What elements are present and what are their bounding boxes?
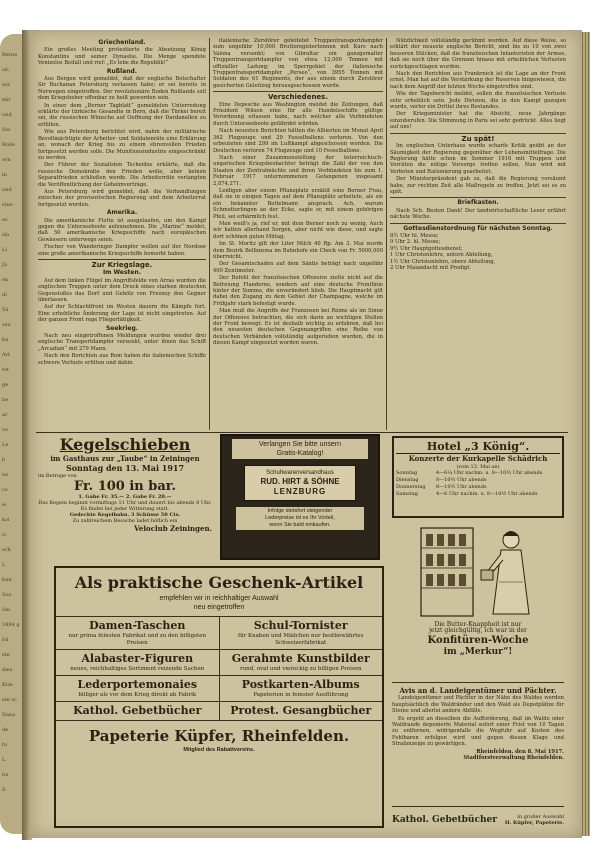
left-page-fragment: ei — [2, 502, 7, 508]
notice-sign: Stadtforstverwaltung Rheinfelden. — [463, 755, 564, 762]
notice-title: Avis an d. Landeigentümer und Pächter. — [399, 686, 557, 695]
notice-text: Landeigentümer und Pächter in der Nähe des Waldes werden hauptsächlich die Waldränder und den Wald als Depotplätze für Steine und allerlei andere Abfälle. — [392, 695, 564, 715]
service-list — [390, 233, 566, 271]
product-cell — [56, 617, 219, 649]
product-cell — [56, 676, 219, 701]
article-text: Der Führer der Sozialisten Tscheidse erklärte, daß die russische Demokratie den Frieden wolle, aber keinen Separatfrieden schließen werde. Die Arbeiterräte verlangten die Veröffentlichung der Geheimverträge. — [38, 162, 206, 188]
left-page-fragment: Berne — [2, 52, 18, 58]
heading-amerika: Amerika. — [106, 209, 138, 217]
left-page-fragment: ar — [2, 412, 8, 418]
product-row — [56, 616, 382, 649]
concert-day: Sonntag — [396, 470, 418, 476]
heading-russland: Rußland. — [106, 67, 138, 75]
ad-gebetbuecher — [392, 810, 564, 830]
article-text: Wie der Tagebericht meldet, sollen die französischen Verluste sehr erheblich sein. Jede Division, die in den Kampf gezogen wurde, verlor ein Drittel ihres Bestandes. — [390, 91, 566, 111]
left-page-fragment: es — [2, 217, 8, 223]
ad-right-line: in großer Auswahl — [517, 814, 564, 820]
product-row — [56, 701, 382, 721]
article-text: Nach den Berichten aus Frankreich ist die Lage an der Front ernst. Man hat auf die Verstärkung der Reserven hingewiesen, die nach dem Angriff der letzten Woche eingetroffen sind. — [390, 71, 566, 90]
ad-title: Konfitüren-Woche — [427, 635, 529, 646]
ad-top — [232, 439, 368, 459]
heading-gottesdienst: Gottesdienstordnung für nächsten Sonntag. — [403, 224, 553, 232]
left-page-fragment: nu — [2, 772, 9, 778]
article-text: Die amerikanische Flotte ist ausgelaufen, um den Kampf gegen die Unterseeboote aufzunehmen. Die „Marine“ meldet, daß 50 amerikanische Kriegsschiffe nach europäischen Gewässern unterwegs seien. — [38, 217, 206, 243]
ad-line: Verlangen Sie bitte unsern — [258, 441, 342, 448]
ad-prize: Fr. 100 in bar. — [74, 479, 176, 494]
left-page-fragment: fol — [2, 637, 9, 643]
ad-title: Kegelschieben — [59, 436, 191, 454]
left-page-fragment: ein — [2, 652, 10, 658]
concert-row — [396, 484, 560, 491]
service-item: 9½ Uhr Hauptgottesdienst; — [390, 245, 463, 252]
column-rule — [386, 38, 387, 430]
article-text: Der Kriegsminister hat die Absicht, neue Jahrgänge einzuberufen. Die Stimmung in Paris sei sehr gedrückt. Alles liegt auf uns! — [390, 111, 566, 131]
ad-sub: empfehlen wir in reichhaltiger Auswahl — [159, 595, 279, 602]
newspaper-page — [30, 30, 582, 838]
product-desc: nur prima feinsten Fabrikat und zu den billigsten Preisen — [68, 633, 206, 646]
section-rule — [392, 806, 564, 807]
left-page-fragment: 1884 g — [2, 622, 20, 628]
ad-hotel-3-koenig — [392, 436, 564, 518]
left-page-fragment: sla — [2, 232, 10, 238]
column-1 — [38, 38, 206, 430]
heading-verschiedenes: Verschiedenes. — [268, 93, 328, 102]
left-page-fragment: ist, — [2, 67, 10, 73]
column-2 — [213, 38, 383, 430]
ad-gaben: 1. Gabe Fr. 35.— 2. Gabe Fr. 20.— — [78, 494, 172, 500]
product-desc: billiger als vor dem Krieg direkt ab Fabrik — [78, 692, 197, 698]
product-desc: Papeterien in feinster Ausführung — [253, 692, 349, 698]
ad-title: Als praktische Geschenk-Artikel — [74, 573, 364, 592]
divider — [213, 91, 383, 92]
left-page-fragment: be — [2, 397, 9, 403]
article-text: Aus Bergen wird gemeldet, daß der englische Botschafter Sir Buchanan Petersburg verlassen habe; er sei bereits in Norwegen eingetroffen. Der revolutionäre Boden Rußlands soll dem Kriegsheber offenbar zu heiß geworden sein. — [38, 76, 206, 102]
concert-time: 8—10½ Uhr abends — [436, 477, 487, 483]
ad-line: im Betrage von — [38, 473, 77, 479]
product-cell — [56, 650, 219, 675]
article-text: Nützlichkeit vollständig gerühmt worden. Auf diese Weise, so erklärt der neueste englische Bericht, sind bis zu 10 von zwei besseren Stücken, daß die französischen Infanteristen der Armee, daß sie noch über die Grenzen hinaus mit erheblichen Verlusten zurückgeschlagen wurden. — [390, 38, 566, 70]
left-page-fragment: wir — [2, 82, 11, 88]
left-page-fragment: Soo — [2, 592, 12, 598]
ad-brand: RUD. HIRT & SÖHNE — [260, 477, 340, 486]
article-text: Der Gesamtschaden auf dem Säntis beträgt nach ungefähr 400 Zentimeter. — [213, 261, 383, 274]
ad-hirt-soehne — [220, 434, 380, 560]
column-3 — [390, 38, 566, 430]
left-page-fragment: vo — [2, 427, 8, 433]
ad-line: Gedeckte Kegelbahn. 3 Schüsse 50 Cts. — [69, 512, 181, 518]
section-rule — [392, 682, 564, 683]
left-page-fragment: b — [2, 457, 6, 463]
article-text: Nach Sch. Besten Dank! Der landwirtschaftliche Leser erfährt nächste Woche. — [390, 207, 566, 221]
left-page-fragment: in — [2, 172, 7, 178]
left-page-fragment: Sü — [2, 307, 9, 313]
left-page-fragment: Ja — [2, 262, 7, 268]
concert-row — [396, 477, 560, 484]
ad-right-line: H. Küpfer, Papeterie. — [504, 820, 564, 826]
left-page-fragment: Dana — [2, 712, 16, 718]
ad-line: jetzt gleichgültig, ich war in der — [429, 627, 527, 634]
product-cell — [56, 702, 219, 720]
left-page-fragment: ern — [2, 157, 11, 163]
ad-line: Lederpreise ist es Ihr Vorteil, — [265, 515, 335, 521]
left-page-fragment: ne — [2, 472, 9, 478]
ad-line: Das Kegeln beginnt vormittags 11 Uhr und dauert bis abends 8 Uhr. Es findet bei jeder Witterung statt. — [38, 500, 212, 512]
ad-kegelschieben — [38, 436, 212, 564]
left-page-fragment: de — [2, 727, 9, 733]
ad-merkur — [392, 522, 564, 680]
ad-papeterie-kuepfer — [54, 566, 384, 828]
left-page-fragment: seu — [2, 322, 11, 328]
ad-title: Hotel „3 König“. — [396, 440, 560, 454]
left-page-fragment: eine — [2, 202, 13, 208]
ad-sub: Konzerte der Kurkapelle Schädrich — [408, 454, 548, 463]
concert-time: 8—10½ Uhr abends — [436, 484, 487, 490]
divider — [38, 259, 206, 260]
article-text: Im englischen Unterhaus wurde scharfe Kritik geübt an der Säumigkeit der Regierung gegenüber der Lebensmittelfrage. Die Regierung hätte schon im Sommer 1916 mit Truppen und Vorräten die nötige Vorsorge treffen sollen. Nun wird mit Verboten und Rationierung gearbeitet. — [390, 143, 566, 175]
article-text: Der Ministerpräsident gab zu, daß die Regierung versäumt habe, zur rechten Zeit alle Maßregeln zu treffen. Jetzt sei es zu spät. — [390, 176, 566, 195]
product-row — [56, 649, 382, 675]
service-item: 1 Uhr Christenlehre, untere Abteilung, — [390, 252, 493, 259]
product-cell — [219, 702, 383, 720]
ad-line: Zu zahlreichem Besuche ladet höflich ein — [72, 518, 178, 524]
article-text: Man weiß's ja, rief er, mit dem Berner noch zu wenig. Auch wir hatten allerhand Sorgen, aber nicht wie diese, und sagte dort schönen guten Mittag. — [213, 220, 383, 240]
left-page-fragment: ge — [2, 382, 9, 388]
concert-time: 4—6 Uhr nachm. u. 8—10½ Uhr abends — [436, 491, 538, 497]
article-text: Eine Depesche aus Washington meldet die Zeitungen, daß Präsident Wilson eine für alle Handelsschiffe gültige Verordnung erlassen habe, nach welcher alle Verbündeten durch Unterseeboote gefährdet würden. — [213, 101, 383, 127]
product-title: Postkarten-Albums — [241, 678, 360, 691]
product-desc: neues, reichhaltiges Sortiment reizende Sachen — [70, 666, 205, 672]
divider — [390, 197, 566, 198]
ad-shop-name: Papeterie Küpfer, Rheinfelden. — [88, 727, 350, 745]
concert-day: Samstag — [396, 491, 418, 497]
ad-center — [244, 465, 356, 501]
article-text: Man muß die Angriffe der Franzosen bei Reims als im Sinne der Offensive betrachten, die sich darin an wichtigen Stellen der Front bewegt. Es ist deshalb wichtig zu erfahren, daß bei den neuesten deutschen Gegenangriffen eine Reihe von deutschen Verbänden vollständig aufgerieben wurden, die in diesen Kampf eingesetzt worden waren. — [213, 308, 383, 347]
ad-date: Sonntag den 13. Mai 1917 — [65, 463, 185, 473]
article-text: Nach einer Zusammenstellung der österreichisch-ungarischen Kriegsbeobachter beträgt die Zahl der von den Staaten der Zentralmächte und ihren Verbündeten bis zum 1. Februar 1917 unternommenen Gefangenen insgesamt 2,874,271. — [213, 154, 383, 187]
ad-footer: Mitglied des Rabattvereins. — [183, 747, 255, 753]
service-item: 8½ Uhr hl. Messe; — [390, 232, 439, 239]
concert-time: 4—6¼ Uhr nachm. u. 8—10½ Uhr abends — [436, 470, 543, 476]
left-page-fragment: Sto — [2, 127, 11, 133]
article-text: Nach neuesten Berichten hätten die Alliierten im Monat April 362 Flugzeuge und 29 Fesselballone verloren. Von den erbeuteten sind 299 im Luftkampf abgeschossen worden. Die Deutschen verloren 74 Flugzeuge und 10 Fesselballone. — [213, 128, 383, 154]
heading-westen: Im Westen. — [102, 269, 142, 277]
left-page-fragment: Le — [2, 442, 9, 448]
ad-right — [505, 814, 564, 826]
left-page-fragment: Krie — [2, 682, 13, 688]
left-page-fragment: bu — [2, 337, 9, 343]
left-page-fragment: mir — [2, 97, 11, 103]
ad-sub: neu eingetroffen — [193, 604, 245, 611]
notice-text: Es ergeht an dieselben die Aufforderung, daß im Walde oder Waldrande deponierte Material sofort einer Frist von 10 Tagen zu entfernen, widrigenfalls die Wegfuhr auf Kosten des Fehlbaren erfolgen wird und gegen diesen Klage und Strafanzeige zu gewärtigen. — [392, 715, 564, 748]
article-text: Wie aus Petersburg berichtet wird, nahm der militärische Bevollmächtigte der Arbeiter- und Soldatenräte eine Erklärung an, wonach der Krieg bis zu einem ehrenvollen Frieden fortgesetzt werden solle. Die Munitionsindustrie eingeschränkt zu werden. — [38, 129, 206, 161]
left-page-fragment: sch — [2, 547, 11, 553]
left-page-fragment: bun — [2, 577, 12, 583]
product-title: Kathol. Gebetbücher — [73, 704, 202, 717]
left-page-fragment: co — [2, 487, 8, 493]
ad-left: Kathol. Gebetbücher — [392, 815, 497, 825]
product-desc: für Knaben und Mädchen nur bestbewährtes Schweizerfabrikat — [238, 633, 364, 646]
article-text: Fischer von Wanderinger Dampfer wollen auf der Nordsee eine große amerikanische Kriegsschiffe bemerkt haben. — [38, 244, 206, 257]
article-text: Aus Petersburg wird gemeldet, daß die Verhandlungen zwischen der provisorischen Regierung und dem Arbeiterrat fortgesetzt werden. — [38, 188, 206, 208]
ad-city: LENZBURG — [273, 487, 327, 496]
ad-date: (vom 13. Mai an) — [456, 464, 500, 470]
left-page-fragment: L — [2, 757, 6, 763]
ad-line: Infolge stetsfort steigender — [267, 508, 333, 514]
column-rule — [209, 38, 210, 430]
left-page-fragment: Rolle — [2, 142, 15, 148]
ad-line: Die Butter-Knappheit ist nur — [434, 621, 522, 628]
product-desc: rund, oval und viereckig zu billigen Preisen — [239, 666, 362, 672]
concert-row — [396, 491, 560, 498]
ad-line: im „Merkur“! — [443, 647, 513, 657]
ad-line: Schuhwarenversandhaus — [266, 470, 334, 476]
divider — [390, 223, 566, 224]
product-title: Gerahmte Kunstbilder — [231, 652, 370, 665]
product-cell — [219, 617, 383, 649]
left-page-fragment: Art — [2, 352, 11, 358]
section-rule — [36, 432, 568, 433]
product-title: Schul-Tornister — [253, 619, 348, 632]
article-text: Leidigen aber einem Pflanzplatz erzählt eine Berner Frau, daß sie in einigen Tagen auf dem Pflanzplätz arbeitete, als sie ein bekannter Bettelmann ansprach. Ach, warum Schmetterlingen an der Ecke, sagte er, mit einem gehörigen Pfeil, sei erbärmlich fest. — [213, 187, 383, 220]
ad-bottom — [236, 507, 364, 530]
left-page-fragment: kol — [2, 517, 10, 523]
service-item: 2 Uhr Maiandacht mit Predigt. — [390, 265, 472, 271]
product-row — [56, 675, 382, 701]
heading-briefkasten: Briefkasten. — [457, 199, 499, 207]
concert-row — [396, 470, 560, 477]
ad-sign: Veloclub Zeiningen. — [134, 524, 212, 533]
left-page-fragment: und — [2, 112, 12, 118]
product-title: Lederportemonaies — [77, 678, 198, 691]
concert-day: Donnerstag — [396, 484, 426, 490]
heading-zu-spaet: Zu spät! — [461, 134, 495, 143]
article-text: Im St. Moritz gilt der Liter Milch 40 Rp. Am 3. Mai wurde dem Bezirk Bellinzona im Bahnhofe ein Check von Fr. 5000,000 überreicht. — [213, 241, 383, 260]
left-page-fragment: S — [2, 787, 6, 793]
page-edges — [582, 32, 590, 836]
article-text: Ein großes Meeting protestierte die Absetzung König Konstantins und seiner Dynastie. Die Menge spendete Venizelos Beifall und rief: „Es lebe die Republik!“ — [38, 47, 206, 67]
article-text: Der Befehl der französischen Offensive zielte nicht auf die Befreiung Flanderns, sondern auf eine deutsche Frontlinie hinter der Somme, die unverändert blieb. Die Hauptmacht gilt dabei den Zugang zu dem Gebiet der Champagne, welche im Frühjahr stark befestigt wurde. — [213, 275, 383, 307]
left-page-fragment: ic — [2, 532, 7, 538]
heading-kriegslage: Zur Kriegslage. — [91, 261, 153, 269]
product-cell — [219, 676, 383, 701]
ad-line: Gratis-Katalog! — [276, 450, 324, 457]
concert-day: Dienstag — [396, 477, 419, 483]
product-title: Protest. Gesangbücher — [230, 704, 372, 717]
article-text: Nach den Berichten aus Rom haben die italienischen Schiffe schwere Verluste erlitten und dahin. — [38, 353, 206, 366]
article-text: In einer dem „Berner Tagblatt“ gemeldeten Unterredung erklärte der türkische Gesandte in Bern, daß die Türkei bereit sei, die russischen Wünsche auf Oeffnung der Dardanellen zu erfüllen. — [38, 102, 206, 128]
service-item: 1½ Uhr Christenlehre, obere Abteilung, — [390, 258, 496, 265]
notice-landeigentuemer — [392, 686, 564, 804]
left-page-fragment: tet — [2, 367, 9, 373]
divider — [390, 133, 566, 134]
left-page-fragment: ein sc — [2, 697, 17, 703]
heading-griechenland: Griechenland. — [98, 39, 146, 46]
notice-date: Rheinfelden, den 8. Mai 1917. — [476, 748, 564, 755]
heading-seekrieg: Seekrieg. — [105, 324, 139, 332]
service-item: 9 Uhr 2. hl. Messe; — [390, 239, 441, 246]
product-title: Alabaster-Figuren — [81, 652, 194, 665]
ad-line: im Gasthaus zur „Taube“ in Zeiningen — [50, 454, 200, 463]
left-page-fragment: L — [2, 562, 6, 568]
left-page-fragment: Li — [2, 247, 7, 253]
left-page-fragment: und — [2, 187, 12, 193]
left-page-fragment: Ian — [2, 607, 11, 613]
concert-table — [396, 470, 560, 498]
article-text: Auf dem linken Flügel im Angriffsfelde von Arras wurden die englischen Truppen unter dem Druck eines starken deutschen Gegenstoßes das Dorf und Gehölz von Fresnoy den Gegner überlassen. — [38, 277, 206, 304]
left-page-fragment: tu — [2, 742, 8, 748]
left-page-fragment: en — [2, 277, 9, 283]
product-title: Damen-Taschen — [89, 619, 186, 632]
left-page-fragment: di — [2, 292, 7, 298]
article-text: Nach neu eingetroffenen Meldungen wurden wieder drei englische Transportdampfer versenkt, unter ihnen das Schiff „Arcadian“ mit 279 Mann. — [38, 333, 206, 352]
product-cell — [219, 650, 383, 675]
article-text: Auf der Schlachtfront im Westen dauern die Kämpfe fort. Eine erhebliche Änderung der Lage ist nicht eingetreten. Auf der ganzen Front rege Fliegertätigkeit. — [38, 304, 206, 324]
article-text: italienische Zerstörer geleitetet Truppentransportdampfer zum ungefähr 10,000 Bruttoregistertonnen mit Kurs nach Valona versenkt; von Gibraltar ein ganzgemalter Truppentransportdampfer von etwa 12,000 Tonnen mit offizieller Ladung; im Sperrgebiet der italienische Truppentransportdampfer „Perseo“, von 3955 Tonnen mit Soldaten des 61 Regiments, der aus einem durch Zerstörer gesicherten Geleitzug herausgeschossen wurde. — [213, 38, 383, 89]
ad-line: wenn Sie bald einkaufen. — [269, 522, 331, 528]
left-page-fragment: dies — [2, 667, 13, 673]
shop-woman-illustration — [403, 522, 553, 622]
